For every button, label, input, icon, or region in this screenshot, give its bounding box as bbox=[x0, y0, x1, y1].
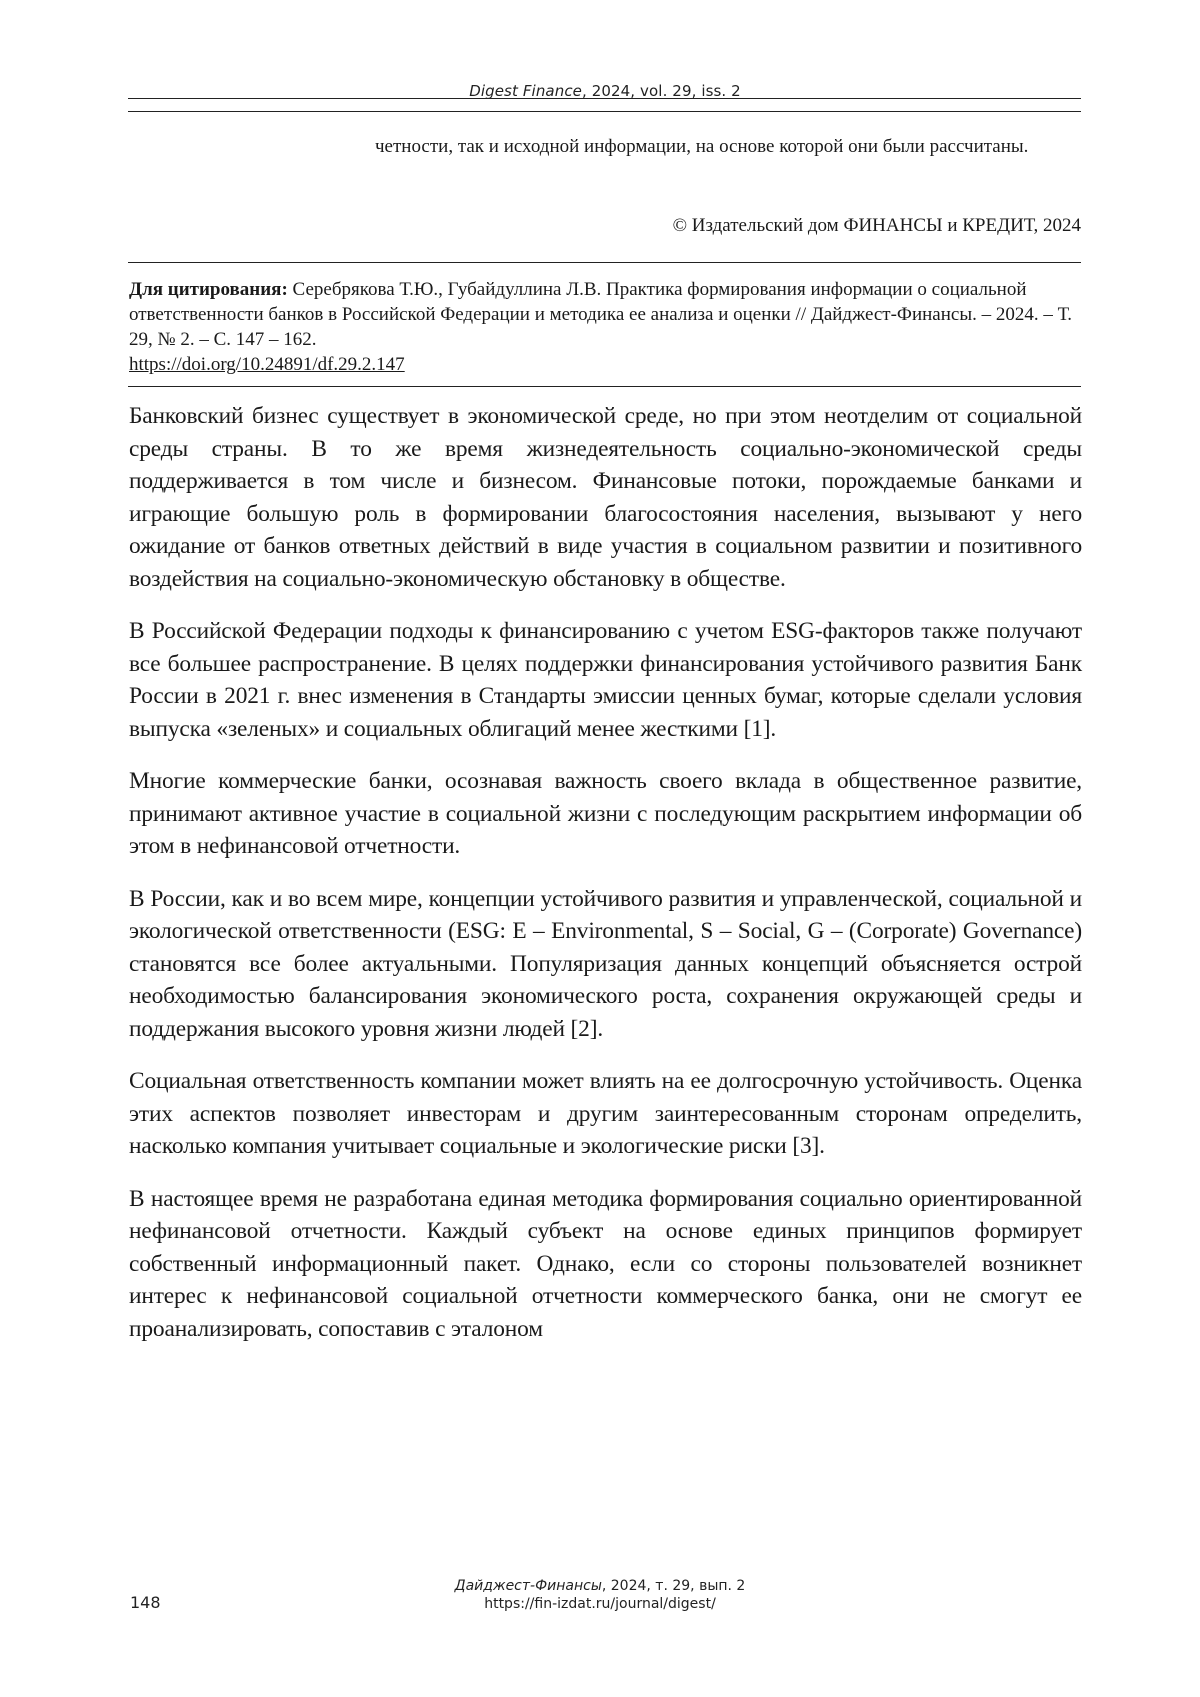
paragraph: Многие коммерческие банки, осознавая важность своего вклада в общественное развитие, принимают активное участие в социальной жизни с последующим раскрытием информации об этом в нефинансовой отчетности. bbox=[129, 768, 1082, 859]
header-rule-top bbox=[128, 98, 1081, 99]
doi-link[interactable]: https://doi.org/10.24891/df.29.2.147 bbox=[129, 354, 405, 375]
abstract-tail: четности, так и исходной информации, на основе которой они были рассчитаны. bbox=[375, 136, 1029, 157]
header-rule-bottom bbox=[128, 111, 1081, 112]
citation-label: Для цитирования: bbox=[129, 279, 288, 300]
footer-issue: , 2024, т. 29, вып. 2 bbox=[601, 1578, 746, 1594]
citation-rule-top bbox=[128, 262, 1081, 263]
paragraph: В Российской Федерации подходы к финансированию с учетом ESG-факторов также получают все большее распространение. В целях поддержки финансирования устойчивого развития Банк России в 2021 г. внес изменения в Стандарты эмиссии ценных бумаг, которые сделали условия выпуска «зеленых» и социальных облигаций менее жесткими [1]. bbox=[129, 618, 1082, 742]
journal-issue: , 2024, vol. 29, iss. 2 bbox=[582, 82, 741, 100]
copyright-line: © Издательский дом ФИНАНСЫ и КРЕДИТ, 2024 bbox=[672, 215, 1081, 236]
paragraph: В России, как и во всем мире, концепции устойчивого развития и управленческой, социальной и экологической ответственности (ESG: E – Environmental, S – Social, G – (Corporate) Governance) становятся все более актуальными. Популяризация данных концепций объясняется острой необходимостью балансирования экономического роста, сохранения окружающей среды и поддержания высокого уровня жизни людей [2]. bbox=[129, 885, 1082, 1042]
citation-text: Серебрякова Т.Ю., Губайдуллина Л.В. Практика формирования информации о социальной ответственности банков в Российской Федерации и методика ее анализа и оценки // Дайджест-Финансы. – 2024. – Т. 29, № 2. – С. 147 – 162. bbox=[129, 279, 1073, 350]
paragraph: Социальная ответственность компании может влиять на ее долгосрочную устойчивость. Оценка этих аспектов позволяет инвесторам и другим заинтересованным сторонам определить, насколько компания учитывает социальные и экологические риски [3]. bbox=[129, 1068, 1082, 1159]
footer-journal: Дайджест-Финансы bbox=[454, 1578, 602, 1594]
footer bbox=[375, 1577, 825, 1613]
citation-rule-bottom bbox=[128, 386, 1081, 387]
paragraph: Банковский бизнес существует в экономической среде, но при этом неотделим от социальной среды страны. В то же время жизнедеятельность социально-экономической среды поддерживается в том числе и бизнесом. Финансовые потоки, порождаемые банками и играющие большую роль в формировании благосостояния населения, вызывают у него ожидание от банков ответных действий в виде участия в социальном развитии и позитивного воздействия на социально-экономическую обстановку в обществе. bbox=[129, 403, 1082, 592]
body-text bbox=[129, 400, 1082, 1365]
citation-block bbox=[129, 277, 1081, 377]
journal-title: Digest Finance bbox=[469, 82, 582, 100]
page-number: 148 bbox=[130, 1593, 161, 1612]
footer-url[interactable]: https://fin-izdat.ru/journal/digest/ bbox=[484, 1596, 716, 1612]
paragraph: В настоящее время не разработана единая методика формирования социально ориентированной нефинансовой отчетности. Каждый субъект на основе единых принципов формирует собственный информационный пакет. Однако, если со стороны пользователей возникнет интерес к нефинансовой социальной отчетности коммерческого банка, они не смогут ее проанализировать, сопоставив с эталоном bbox=[129, 1185, 1082, 1342]
